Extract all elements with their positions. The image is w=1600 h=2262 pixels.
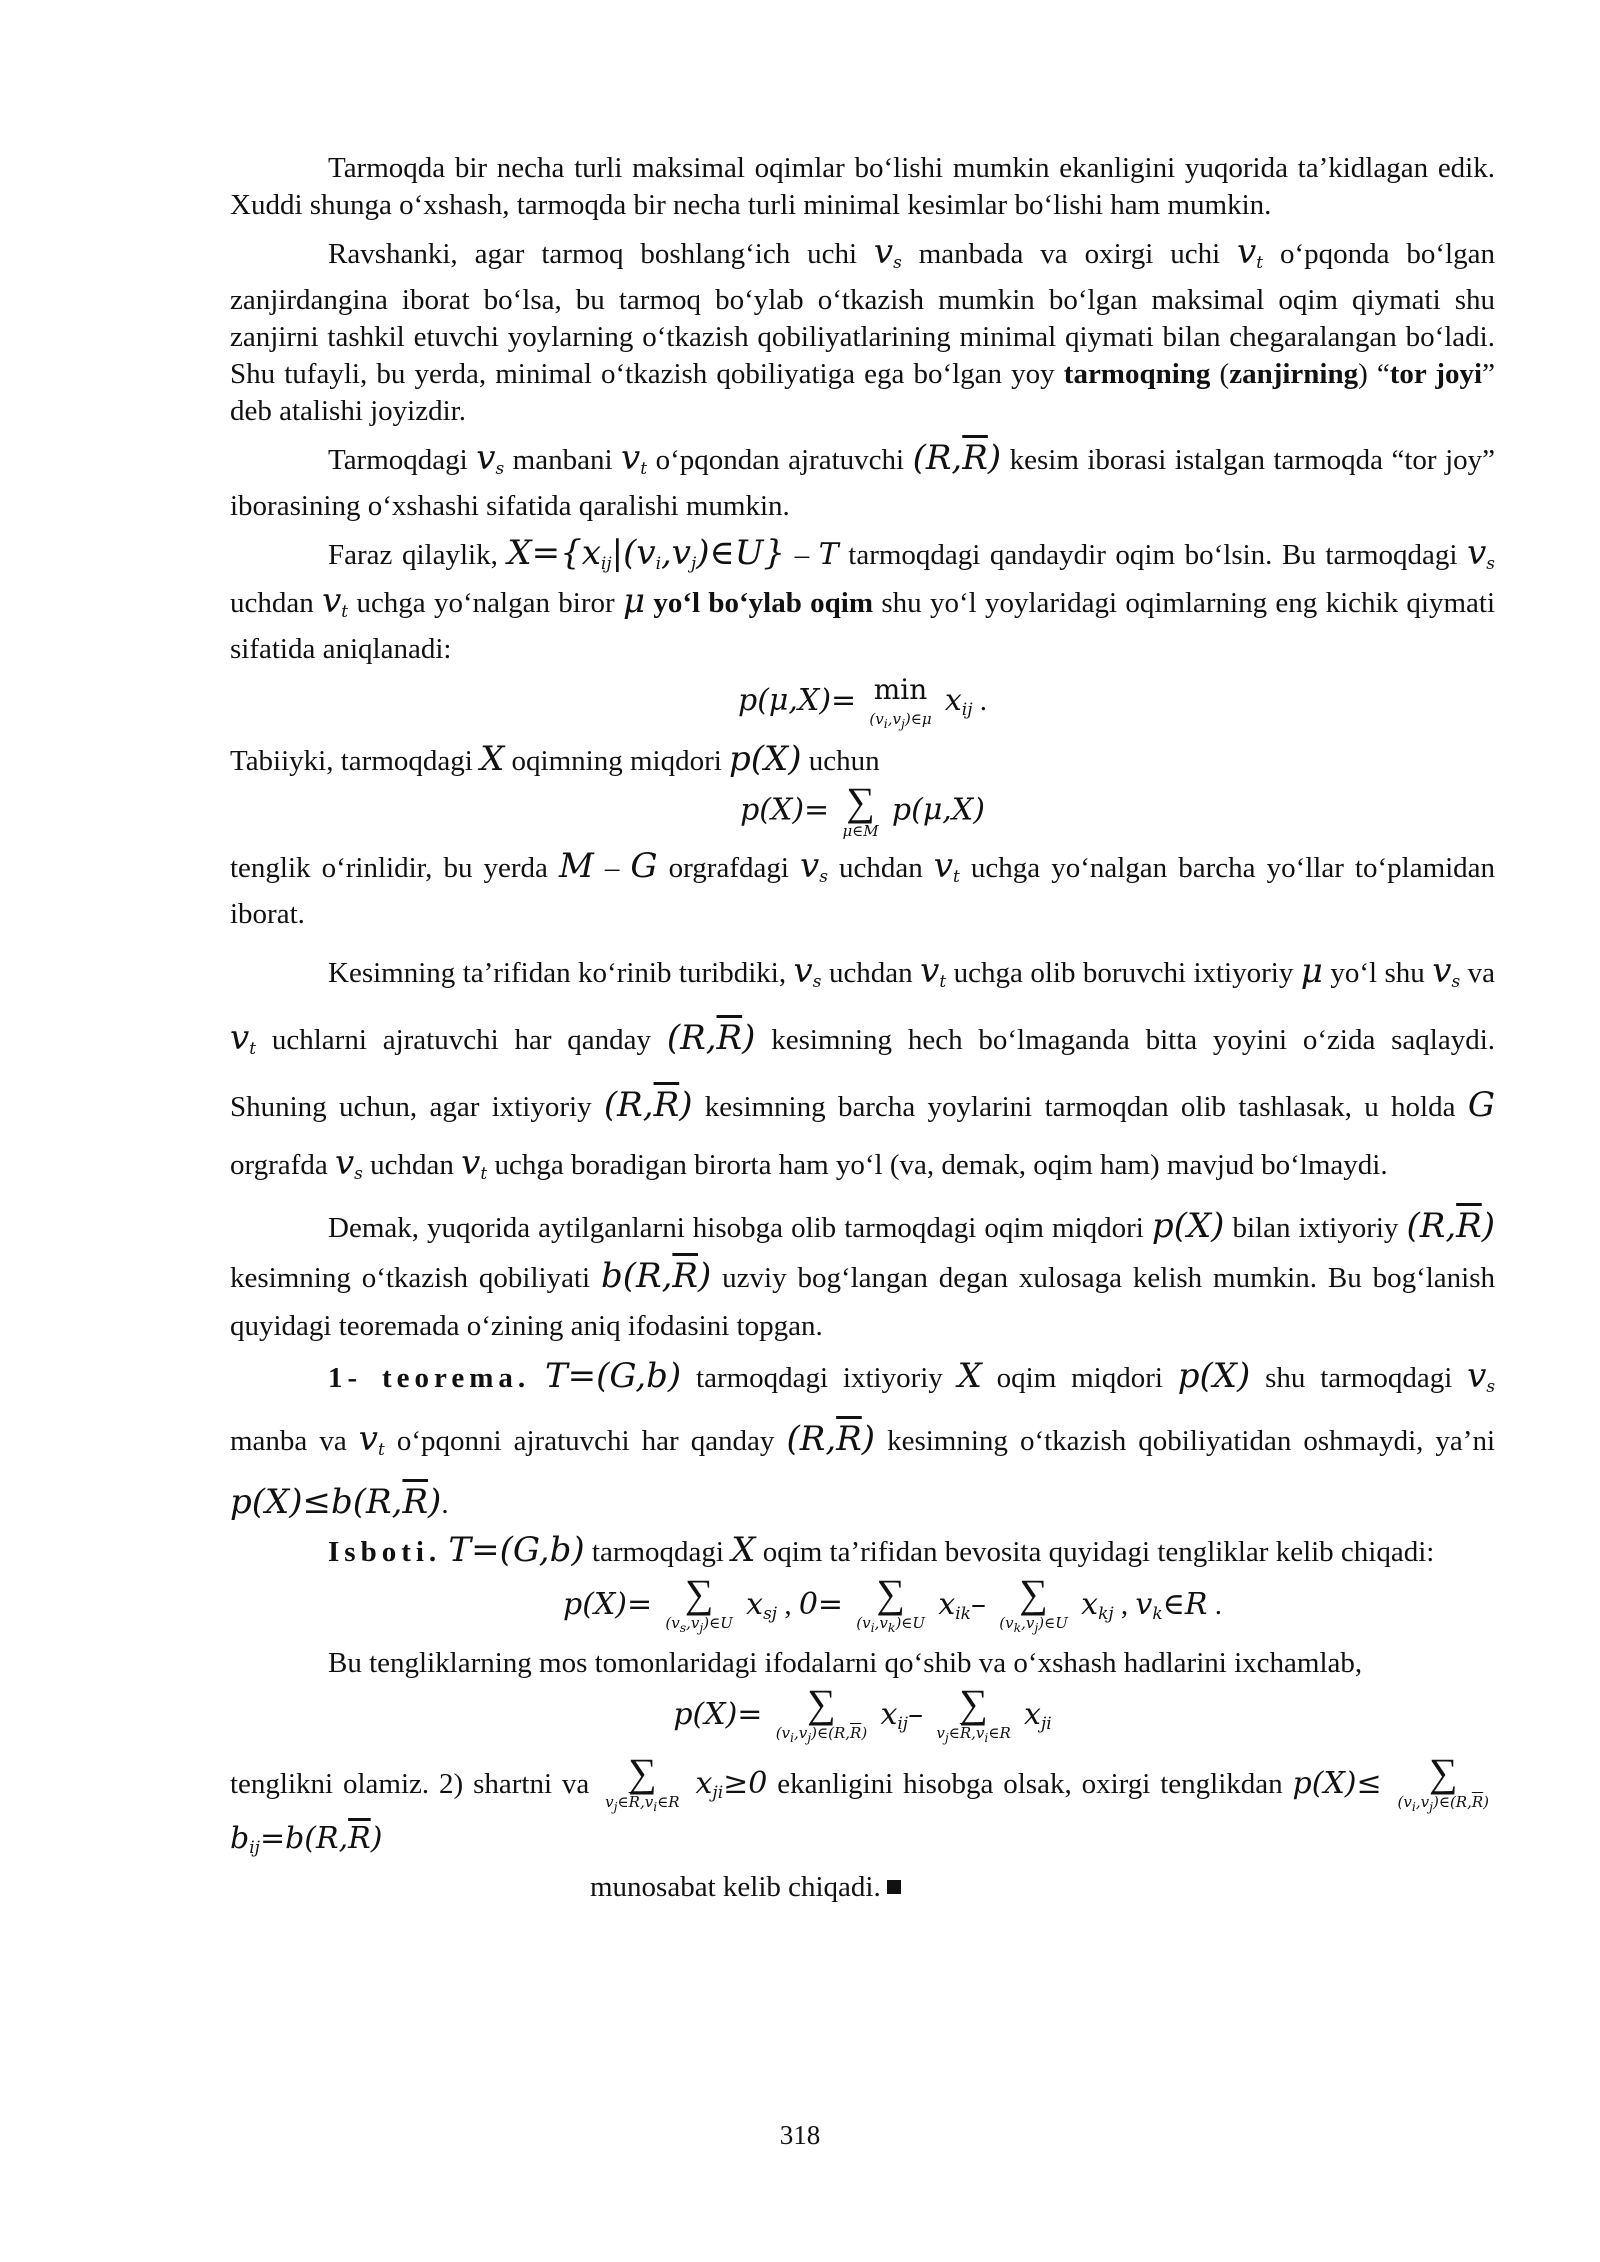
theorem-1: 1- teorema. T=(G,b) tarmoqdagi ixtiyoriy X oqim miqdori p(X) shu tarmoqdagi $v_s$ manba va $v_t$ o‘pqonni ajratuvchi har qanday $(R,\overline{R})$ kesimning o‘tkazish qobiliyatidan oshmaydi, ya’ni $p(X)\le b(R,\overline{R})$. <box>230 1356 1496 1522</box>
paragraph-7: Kesimning ta’rifidan ko‘rinib turibdiki, $v_s$ uchdan $v_t$ uchga olib boruvchi ixtiyoriy μ yo‘l shu $v_s$ va $v_t$ uchlarni ajratuvchi har qanday $(R,\overline{R})$ kesimning hech bo‘lmaganda bitta yoyini o‘zida saqlaydi. Shuning uchun, agar ixtiyoriy $(R,\overline{R})$ kesimning barcha yoylarini tarmoqdan olib tashlasak, u holda G orgrafda $v_s$ uchdan $v_t$ uchga boradigan birorta ham yo‘l (va, demak, oqim ham) mavjud bo‘lmaydi. <box>230 951 1496 1184</box>
formula-total-flow: p(X)= ∑ μ∈M p(μ,X) <box>740 779 985 840</box>
paragraph-10: tenglikni olamiz. 2) shartni va ∑ $v_j\in\overline{R},v_i\in R$ $x_{ji}\ge 0$ ekanligini hisobga olsak, oxirgi tenglikdan p(X)≤ ∑ $(v_i,v_j)\in(R,\overline{R})$ $b_{ij}=b(R,\overline{R})$ <box>230 1750 1490 1858</box>
formula-min-flow: p(μ,X)= min $(v_i,v_j)\in\mu$ $x_{ij}$ . <box>738 673 987 731</box>
paragraph-4: Faraz qilaylik, $X=\{x_{ij}|(v_i,v_j)\in U\} - T$ tarmoqdagi qandaydir oqim bo‘lsin. Bu tarmoqdagi $v_s$ uchdan $v_t$ uchga yo‘nalgan biror μ yo‘l bo‘ylab oqim shu yo‘l yoylaridagi oqimlarning eng kichik qiymati sifatida aniqlanadi: <box>230 533 1496 665</box>
paragraph-11: munosabat kelib chiqadi. <box>230 1869 1495 1906</box>
document-page <box>230 150 1495 1906</box>
page-number: 318 <box>779 2120 821 2150</box>
formula-flow-equalities: p(X)= ∑ $(v_s,v_j)\in U$ $x_{sj}$ , 0= ∑ $(v_i,v_k)\in U$ $x_{ik}-$ ∑ $(v_k,v_j)\in U$ $x_{kj}$ , $v_k\in R$ . <box>563 1571 1222 1635</box>
formula-cut-sum: p(X)= ∑ $(v_i,v_j)\in(R,\overline{R})$ $x_{ij}-$ ∑ $v_j\in\overline{R},v_i\in R$ $x_{ji}$ <box>673 1681 1052 1745</box>
paragraph-1: Tarmoqda bir necha turli maksimal oqimlar bo‘lishi mumkin ekanligini yuqorida ta’kidlagan edik. Xuddi shunga o‘xshash, tarmoqda bir necha turli minimal kesimlar bo‘lishi ham mumkin. <box>230 152 1495 221</box>
paragraph-2: Ravshanki, agar tarmoq boshlang‘ich uchi $v_s$ manbada va oxirgi uchi $v_t$ o‘pqonda bo‘lgan zanjirdangina iborat bo‘lsa, bu tarmoq bo‘ylab o‘tkazish mumkin bo‘lgan maksimal oqim qiymati shu zanjirni tashkil etuvchi yoylarning o‘tkazish qobiliyatlarining minimal qiymati bilan chegaralangan bo‘ladi. Shu tufayli, bu yerda, minimal o‘tkazish qobiliyatiga ega bo‘lgan yoy tarmoqning (zanjirning) “tor joyi” deb atalishi joyizdir. <box>230 232 1495 427</box>
paragraph-6: tenglik o‘rinlidir, bu yerda M – G orgrafdagi $v_s$ uchdan $v_t$ uchga yo‘nalgan barcha yo‘llar to‘plamidan iborat. <box>230 846 1496 930</box>
proof-intro: Isboti. T=(G,b) tarmoqdagi X oqim ta’rifidan bevosita quyidagi tengliklar kelib chiqadi: <box>328 1530 1435 1570</box>
end-of-proof-icon <box>887 1880 901 1894</box>
paragraph-9: Bu tengliklarning mos tomonlaridagi ifodalarni qo‘shib va o‘xshash hadlarini ixchamlab, <box>328 1647 1363 1679</box>
paragraph-3: Tarmoqdagi $v_s$ manbani $v_t$ o‘pqondan ajratuvchi $(R,\overline{R})$ kesim iborasi istalgan tarmoqda “tor joy” iborasining o‘xshashi sifatida qaralishi mumkin. <box>230 438 1496 522</box>
paragraph-8: Demak, yuqorida aytilganlarni hisobga olib tarmoqdagi oqim miqdori p(X) bilan ixtiyoriy $(R,\overline{R})$ kesimning o‘tkazish qobiliyati $b(R,\overline{R})$ uzviy bog‘langan degan xulosaga kelish mumkin. Bu bog‘lanish quyidagi teoremada o‘zining aniq ifodasini topgan. <box>230 1206 1496 1342</box>
paragraph-5: Tabiiyki, tarmoqdagi X oqimning miqdori p(X) uchun <box>230 739 880 779</box>
